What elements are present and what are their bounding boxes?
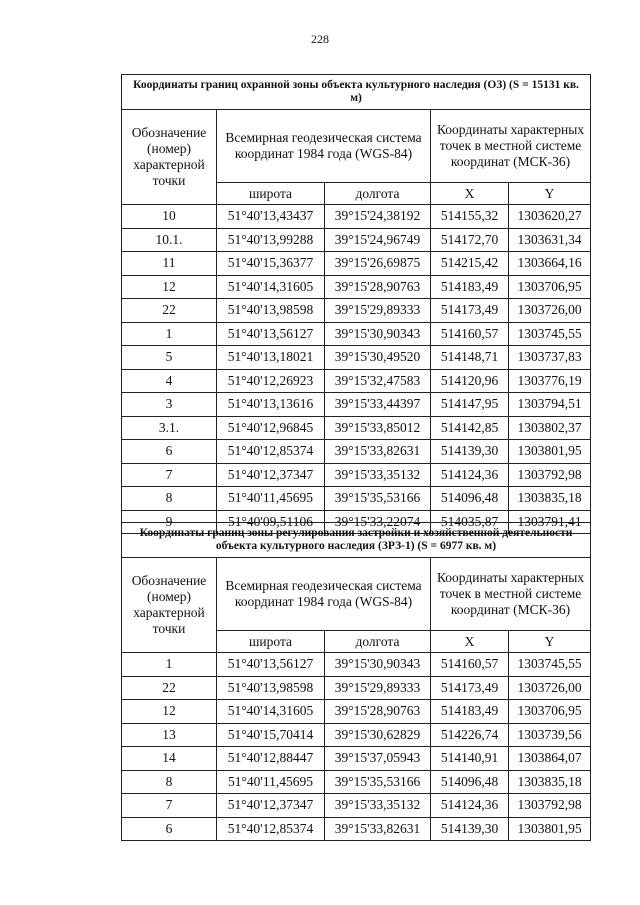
point-number-cell: 13 xyxy=(122,723,217,747)
y-cell: 1303737,83 xyxy=(509,346,591,370)
latitude-cell: 51°40'12,37347 xyxy=(217,794,325,818)
x-cell: 514139,30 xyxy=(431,817,509,841)
x-cell: 514096,48 xyxy=(431,487,509,511)
latitude-cell: 51°40'11,45695 xyxy=(217,770,325,794)
designation-header: Обозначение (номер) характерной точки xyxy=(122,558,217,653)
x-cell: 514120,96 xyxy=(431,369,509,393)
x-cell: 514183,49 xyxy=(431,700,509,724)
point-number-cell: 5 xyxy=(122,346,217,370)
y-cell: 1303664,16 xyxy=(509,252,591,276)
longitude-header: долгота xyxy=(325,631,431,653)
table-row xyxy=(122,252,591,276)
y-cell: 1303864,07 xyxy=(509,747,591,771)
latitude-cell: 51°40'12,85374 xyxy=(217,817,325,841)
longitude-cell: 39°15'26,69875 xyxy=(325,252,431,276)
point-number-cell: 22 xyxy=(122,676,217,700)
table-row xyxy=(122,440,591,464)
x-cell: 514155,32 xyxy=(431,205,509,229)
designation-header: Обозначение (номер) характерной точки xyxy=(122,110,217,205)
point-number-cell: 7 xyxy=(122,794,217,818)
latitude-cell: 51°40'13,13616 xyxy=(217,393,325,417)
latitude-cell: 51°40'12,85374 xyxy=(217,440,325,464)
x-header: X xyxy=(431,631,509,653)
latitude-cell: 51°40'12,37347 xyxy=(217,463,325,487)
latitude-cell: 51°40'11,45695 xyxy=(217,487,325,511)
table-row xyxy=(122,676,591,700)
latitude-cell: 51°40'12,88447 xyxy=(217,747,325,771)
x-cell: 514147,95 xyxy=(431,393,509,417)
x-cell: 514173,49 xyxy=(431,299,509,323)
longitude-cell: 39°15'37,05943 xyxy=(325,747,431,771)
longitude-cell: 39°15'32,47583 xyxy=(325,369,431,393)
x-cell: 514160,57 xyxy=(431,653,509,677)
point-number-cell: 3 xyxy=(122,393,217,417)
longitude-cell: 39°15'33,22074 xyxy=(325,510,431,534)
longitude-cell: 39°15'24,96749 xyxy=(325,228,431,252)
table-row xyxy=(122,747,591,771)
latitude-cell: 51°40'13,43437 xyxy=(217,205,325,229)
x-cell: 514140,91 xyxy=(431,747,509,771)
latitude-cell: 51°40'14,31605 xyxy=(217,700,325,724)
point-number-cell: 11 xyxy=(122,252,217,276)
longitude-cell: 39°15'30,90343 xyxy=(325,322,431,346)
x-cell: 514142,85 xyxy=(431,416,509,440)
y-cell: 1303706,95 xyxy=(509,275,591,299)
y-cell: 1303835,18 xyxy=(509,487,591,511)
y-cell: 1303801,95 xyxy=(509,817,591,841)
longitude-cell: 39°15'29,89333 xyxy=(325,676,431,700)
latitude-cell: 51°40'12,26923 xyxy=(217,369,325,393)
x-header: X xyxy=(431,183,509,205)
latitude-cell: 51°40'13,98598 xyxy=(217,299,325,323)
latitude-cell: 51°40'12,96845 xyxy=(217,416,325,440)
longitude-cell: 39°15'33,35132 xyxy=(325,794,431,818)
point-number-cell: 3.1. xyxy=(122,416,217,440)
y-cell: 1303776,19 xyxy=(509,369,591,393)
longitude-cell: 39°15'28,90763 xyxy=(325,275,431,299)
y-cell: 1303802,37 xyxy=(509,416,591,440)
latitude-cell: 51°40'13,18021 xyxy=(217,346,325,370)
y-cell: 1303792,98 xyxy=(509,463,591,487)
x-cell: 514183,49 xyxy=(431,275,509,299)
y-cell: 1303726,00 xyxy=(509,676,591,700)
table-title: Координаты границ зоны регулирования застройки и хозяйственной деятельности объекта культурного наследия (ЗРЗ-1) (S = 6977 кв. м) xyxy=(122,523,591,558)
point-number-cell: 6 xyxy=(122,440,217,464)
table-row xyxy=(122,346,591,370)
point-number-cell: 1 xyxy=(122,322,217,346)
table-row xyxy=(122,205,591,229)
x-cell: 514096,48 xyxy=(431,770,509,794)
x-cell: 514124,36 xyxy=(431,794,509,818)
table-row xyxy=(122,299,591,323)
x-cell: 514139,30 xyxy=(431,440,509,464)
table-title: Координаты границ охранной зоны объекта культурного наследия (ОЗ) (S = 15131 кв. м) xyxy=(122,75,591,110)
point-number-cell: 10 xyxy=(122,205,217,229)
y-cell: 1303620,27 xyxy=(509,205,591,229)
point-number-cell: 6 xyxy=(122,817,217,841)
table-row xyxy=(122,817,591,841)
local-system-header: Координаты характерных точек в местной системе координат (МСК-36) xyxy=(431,558,591,631)
point-number-cell: 22 xyxy=(122,299,217,323)
longitude-cell: 39°15'33,82631 xyxy=(325,817,431,841)
longitude-cell: 39°15'30,90343 xyxy=(325,653,431,677)
longitude-cell: 39°15'35,53166 xyxy=(325,770,431,794)
latitude-cell: 51°40'13,56127 xyxy=(217,653,325,677)
latitude-cell: 51°40'13,98598 xyxy=(217,676,325,700)
y-cell: 1303745,55 xyxy=(509,322,591,346)
x-cell: 514160,57 xyxy=(431,322,509,346)
y-cell: 1303791,41 xyxy=(509,510,591,534)
latitude-cell: 51°40'14,31605 xyxy=(217,275,325,299)
table-row xyxy=(122,794,591,818)
x-cell: 514215,42 xyxy=(431,252,509,276)
longitude-cell: 39°15'28,90763 xyxy=(325,700,431,724)
point-number-cell: 4 xyxy=(122,369,217,393)
point-number-cell: 10.1. xyxy=(122,228,217,252)
x-cell: 514173,49 xyxy=(431,676,509,700)
table-row xyxy=(122,275,591,299)
y-cell: 1303792,98 xyxy=(509,794,591,818)
table-row xyxy=(122,700,591,724)
longitude-cell: 39°15'33,35132 xyxy=(325,463,431,487)
wgs-header: Всемирная геодезическая система координат 1984 года (WGS-84) xyxy=(217,558,431,631)
longitude-cell: 39°15'29,89333 xyxy=(325,299,431,323)
x-cell: 514035,87 xyxy=(431,510,509,534)
point-number-cell: 9 xyxy=(122,510,217,534)
point-number-cell: 7 xyxy=(122,463,217,487)
wgs-header: Всемирная геодезическая система координат 1984 года (WGS-84) xyxy=(217,110,431,183)
y-cell: 1303794,51 xyxy=(509,393,591,417)
longitude-cell: 39°15'30,49520 xyxy=(325,346,431,370)
y-cell: 1303801,95 xyxy=(509,440,591,464)
x-cell: 514172,70 xyxy=(431,228,509,252)
table-row xyxy=(122,416,591,440)
point-number-cell: 14 xyxy=(122,747,217,771)
protection-zone-coordinates-table xyxy=(121,74,591,534)
y-header: Y xyxy=(509,183,591,205)
longitude-cell: 39°15'33,82631 xyxy=(325,440,431,464)
x-cell: 514226,74 xyxy=(431,723,509,747)
point-number-cell: 12 xyxy=(122,275,217,299)
table-row xyxy=(122,770,591,794)
point-number-cell: 8 xyxy=(122,770,217,794)
table-row xyxy=(122,653,591,677)
longitude-cell: 39°15'35,53166 xyxy=(325,487,431,511)
latitude-cell: 51°40'13,56127 xyxy=(217,322,325,346)
y-cell: 1303706,95 xyxy=(509,700,591,724)
y-cell: 1303739,56 xyxy=(509,723,591,747)
page-number: 228 xyxy=(311,32,329,46)
y-cell: 1303835,18 xyxy=(509,770,591,794)
longitude-header: долгота xyxy=(325,183,431,205)
table-row xyxy=(122,369,591,393)
y-cell: 1303745,55 xyxy=(509,653,591,677)
latitude-cell: 51°40'15,36377 xyxy=(217,252,325,276)
x-cell: 514148,71 xyxy=(431,346,509,370)
x-cell: 514124,36 xyxy=(431,463,509,487)
latitude-header: широта xyxy=(217,183,325,205)
latitude-cell: 51°40'09,51106 xyxy=(217,510,325,534)
latitude-cell: 51°40'15,70414 xyxy=(217,723,325,747)
local-system-header: Координаты характерных точек в местной системе координат (МСК-36) xyxy=(431,110,591,183)
regulation-zone-coordinates-table xyxy=(121,522,591,841)
table-row xyxy=(122,487,591,511)
point-number-cell: 8 xyxy=(122,487,217,511)
table-row xyxy=(122,322,591,346)
longitude-cell: 39°15'24,38192 xyxy=(325,205,431,229)
longitude-cell: 39°15'33,85012 xyxy=(325,416,431,440)
longitude-cell: 39°15'33,44397 xyxy=(325,393,431,417)
y-cell: 1303631,34 xyxy=(509,228,591,252)
table-row xyxy=(122,723,591,747)
table-row xyxy=(122,393,591,417)
y-cell: 1303726,00 xyxy=(509,299,591,323)
y-header: Y xyxy=(509,631,591,653)
latitude-cell: 51°40'13,99288 xyxy=(217,228,325,252)
table-row xyxy=(122,463,591,487)
point-number-cell: 1 xyxy=(122,653,217,677)
table-row xyxy=(122,228,591,252)
latitude-header: широта xyxy=(217,631,325,653)
longitude-cell: 39°15'30,62829 xyxy=(325,723,431,747)
point-number-cell: 12 xyxy=(122,700,217,724)
